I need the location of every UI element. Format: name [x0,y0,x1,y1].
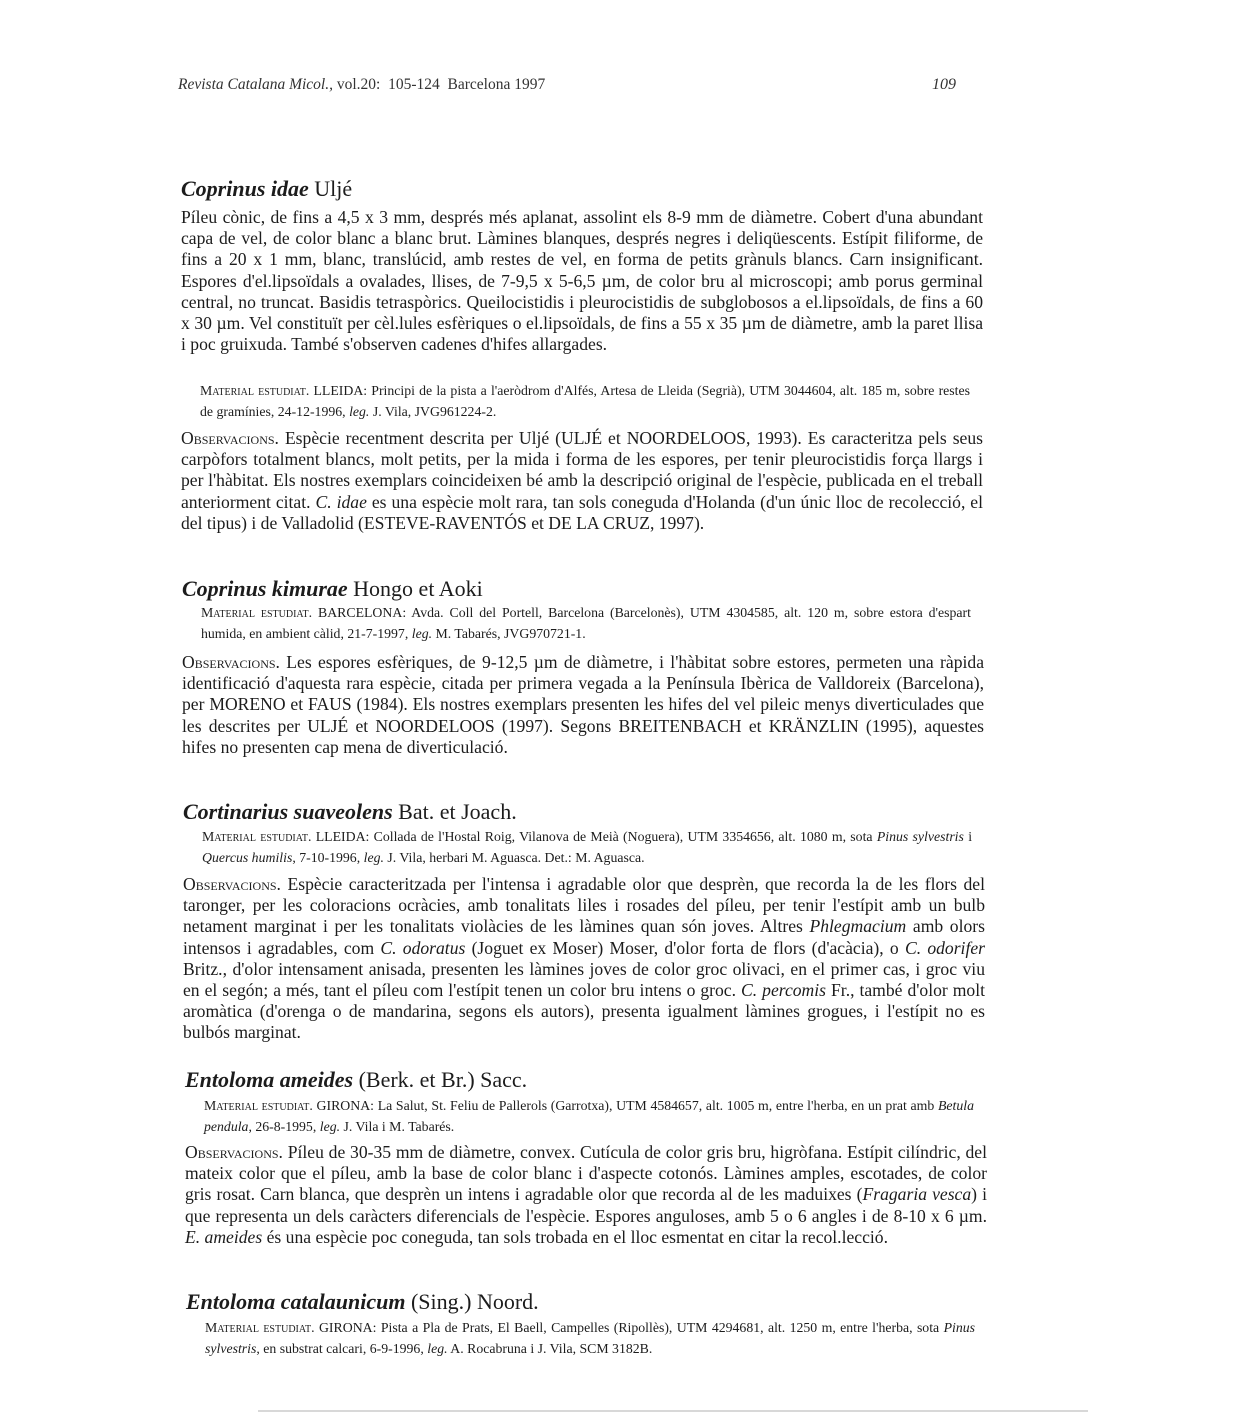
material-italic: Quercus humilis [202,849,293,865]
species-latin-name: Coprinus idae [181,176,309,201]
species-latin-name: Entoloma catalaunicum [186,1289,406,1314]
observations-label: Observacions. [182,652,280,672]
material-leg: leg. [319,1118,341,1134]
observations-text: es una espècie molt rara, tan sols coneguda d'Holanda (d'un únic lloc de recolecció, el del tipus) i de Valladolid (ESTEVE-RAVENTÓS et DE LA CRUZ, 1997). [181,491,984,533]
material-text: , 7-10-1996, [292,849,361,865]
observations-label: Observacions. [185,1142,283,1162]
observations-label: Observacions. [183,874,281,894]
observations-text: Píleu de 30-35 mm de diàmetre, convex. Cutícula de color gris bru, higròfana. Estípit cilíndric, del mateix color que el píleu, amb la base de color blanc i d'aspecte cotonós. Làmines amples, escotades, de color gris rosat. Carn blanca, que desprèn un intens i agradable olor que recorda al de les maduixes ( [185,1142,987,1205]
material-text: LLEIDA: Collada de l'Hostal Roig, Vilanova de Meià (Noguera), UTM 3354656, alt. 1080 m, sota [315,829,873,844]
material-label: Material estudiat. [202,829,312,844]
journal-name: Revista Catalana Micol. [178,76,330,93]
material-leg: leg. [363,849,384,865]
page-number: 109 [932,76,956,93]
observations-italic: E. ameides [185,1226,263,1247]
running-head: Revista Catalana Micol., vol.20: 105-124 Barcelona 1997 109 [178,76,956,93]
material-text: LLEIDA: Principi de la pista a l'aeròdrom d'Alfés, Artesa de Lleida (Segrià), UTM 3044604, alt. 185 m, sobre restes de gramínies, 24-12-1996, [200,383,970,419]
material-studied [202,827,972,868]
material-text: A. Rocabruna i J. Vila, SCM 3182B. [450,1340,653,1356]
observations [183,874,985,1044]
material-text: i [968,829,973,844]
material-text: J. Vila, herbari M. Aguasca. Det.: M. Aguasca. [387,849,645,865]
observations [185,1142,987,1248]
material-label: Material estudiat. [200,383,310,398]
journal-place-year: Barcelona 1997 [447,76,546,93]
material-text: J. Vila, JVG961224-2. [372,403,497,419]
species-author: Hongo et Aoki [353,576,483,601]
material-text: GIRONA: La Salut, St. Feliu de Pallerols (Garrotxa), UTM 4584657, alt. 1005 m, entre l'herba, en un prat amb [316,1098,935,1113]
observations-italic: C. percomis [741,980,827,1001]
species-description [181,207,983,355]
scan-edge-line [258,1410,1088,1412]
species-heading [183,799,517,825]
material-studied [204,1096,974,1137]
material-text: , 26-8-1995, [248,1118,317,1134]
observations-label: Observacions. [181,428,279,448]
material-studied [205,1318,975,1359]
species-latin-name: Coprinus kimurae [182,576,348,601]
material-studied [200,381,970,422]
species-latin-name: Entoloma ameides [185,1067,354,1092]
material-label: Material estudiat. [201,605,313,620]
material-text: GIRONA: Pista a Pla de Prats, El Baell, Campelles (Ripollès), UTM 4294681, alt. 1250 m, entre l'herba, sota [318,1320,940,1335]
observations-text: és una espècie poc coneguda, tan sols trobada en el lloc esmentat en citar la recol.lecció. [266,1226,888,1247]
material-italic: Pinus sylvestris [876,829,964,844]
observations [182,652,984,758]
species-author: (Berk. et Br.) Sacc. [358,1067,528,1092]
description-text: Píleu cònic, de fins a 4,5 x 3 mm, després més aplanat, assolint els 8-9 mm de diàmetre. Cobert d'una abundant capa de vel, de color blanc a blanc brut. Làmines blanques, després negres i deliqüescents. Estípit filiforme, de fins a 20 x 1 mm, blanc, translúcid, amb restes de vel, en forma de petits grànuls blancs. Carn insignificant. Espores d'el.lipsoïdals a ovalades, llises, de 7-9,5 x 5-6,5 µm, de color bru al microscopi; amb porus germinal central, no truncat. Basidis tetraspòrics. Queilocistidis i pleurocistidis de subglobosos a el.lipsoïdals, de fins a 60 x 30 µm. Vel constituït per cèl.lules esfèriques o el.lipsoïdals, de fins a 55 x 35 µm de diàmetre, amb la paret llisa i poc gruixuda. També s'observen cadenes d'hifes allargades. [181,207,983,355]
species-latin-name: Cortinarius suaveolens [183,799,393,824]
material-leg: leg. [411,625,433,641]
material-label: Material estudiat. [204,1098,313,1113]
species-author: Uljé [314,176,353,201]
observations [181,428,983,534]
species-heading [185,1067,527,1093]
journal-pages: 105-124 [388,76,440,93]
material-text: , en substrat calcari, 6-9-1996, [256,1340,424,1356]
journal-volume: vol.20: [336,76,381,93]
species-heading [186,1289,539,1315]
species-author: Bat. et Joach. [398,799,517,824]
material-studied [201,603,971,644]
observations-text: (Joguet ex Moser) Moser, d'olor forta de flors (d'acàcia), o [471,937,899,958]
observations-text: ) i que representa un dels caràcters diferencials de l'espècie. Espores anguloses, amb 5 o 6 angles i de 8-10 x 6 µm. [185,1184,987,1226]
observations-italic: Phlegmacium [809,916,907,937]
material-text: J. Vila i M. Tabarés. [343,1118,455,1134]
observations-italic: C. idae [315,491,367,512]
material-leg: leg. [427,1340,448,1356]
observations-text: Espècie caracteritzada per l'intensa i agradable olor que desprèn, que recorda la de les flors del taronger, per les coloracions ocràcies, amb tonalitats liles i rosades del píleu, per tenir l'estípit amb un bulb netament marginat i per les tonalitats violàcies de les làmines quan són joves. Altres [183,874,985,937]
observations-italic: C. odorifer [904,937,985,958]
species-heading [181,176,352,202]
observations-text: Espècie recentment descrita per Uljé (ULJÉ et NOORDELOOS, 1993). Es caracteritza pels seus carpòfors totalment blancs, molt petits, per la mida i forma de les espores, per tenir pleurocistidis força llargs i per l'hàbitat. Els nostres exemplars coincideixen bé amb la descripció original de l'espècie, publicada en el treball anteriorment citat. [181,428,983,512]
observations-text: Britz., d'olor intensament anisada, presenten les làmines joves de color groc olivaci, en el primer cas, i groc viu en el segón; a més, tant el píleu com l'estípit tenen un color bru intens o groc. [183,958,985,1001]
material-text: BARCELONA: Avda. Coll del Portell, Barcelona (Barcelonès), UTM 4304585, alt. 120 m, sobre estora d'espart humida, en ambient càlid, 21-7-1997, [201,605,971,641]
observations-italic: C. odoratus [380,937,466,958]
observations-text: Fr., també d'olor molt aromàtica (d'orenga o de mandarina, segons els autors), presenta igualment làmines grogues, i l'estípit no es bulbós marginat. [183,980,986,1043]
observations-italic: Fragaria vesca [862,1184,972,1205]
material-italic: Betula pendula [204,1098,975,1134]
observations-text: amb olors intensos i agradables, com [183,916,985,958]
observations-text: Les espores esfèriques, de 9-12,5 µm de diàmetre, i l'hàbitat sobre estores, permeten una ràpida identificació d'aquesta rara espècie, citada per primera vegada a la Península Ibèrica de Valldoreix (Barcelona), per MORENO et FAUS (1984). Els nostres exemplars presenten les hifes del vel pileic menys diverticulades que les descrites per ULJÉ et NOORDELOOS (1997). Segons BREITENBACH et KRÄNZLIN (1995), aquestes hifes no presenten cap mena de diverticulació. [182,652,984,757]
material-italic: Pinus sylvestris [205,1320,976,1356]
species-heading [182,576,483,602]
material-label: Material estudiat. [205,1320,315,1335]
material-text: M. Tabarés, JVG970721-1. [435,625,586,641]
species-author: (Sing.) Noord. [410,1289,539,1314]
material-leg: leg. [349,403,370,419]
